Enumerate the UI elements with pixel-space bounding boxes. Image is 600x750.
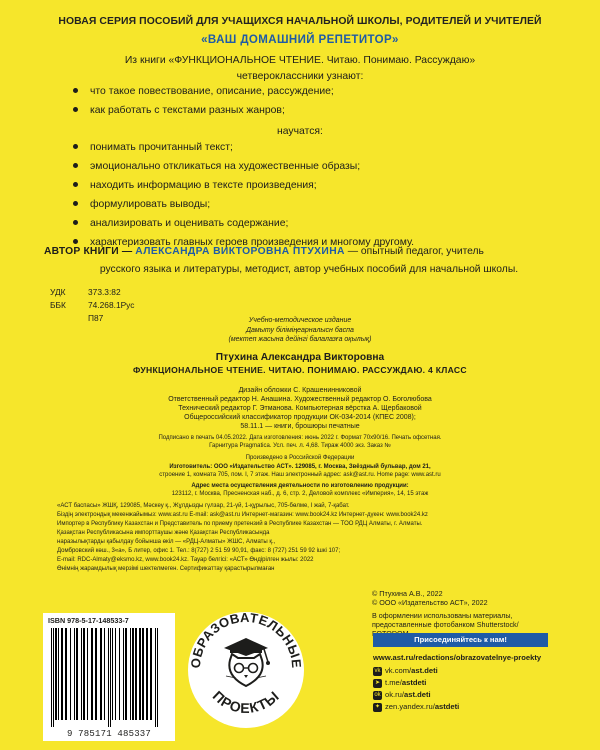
website-link[interactable]: www.ast.ru/redactions/obrazovatelnye-proekty: [373, 653, 542, 662]
bbk-label: ББК: [50, 300, 66, 310]
kz-line: наразылықтарды қабылдау бойынша өкіл — «РДЦ-Алматы» ЖШС, Алматы қ.,: [57, 539, 276, 545]
students-learn-to-heading: научатся:: [277, 126, 323, 137]
barcode-guard-bar: [155, 628, 156, 727]
kz-line: Біздің электрондық мекенжайымыз: www.ast.ru E-mail: ask@ast.ru Интернет-магазин: www.book24.kz Интернет-дүкен: www.book24.kz: [57, 512, 428, 518]
edition-kz-2: (мектеп жасына дейінгі балалазға оқылық): [228, 336, 372, 343]
list-item: анализировать и оценивать содержание;: [71, 217, 414, 236]
students-learn-heading: четвероклассники узнают:: [236, 71, 364, 82]
barcode-bar: [100, 628, 102, 720]
barcode-bar: [81, 628, 82, 720]
kz-line: Қазақстан Республикасына импорттаушы және Қазақстан Республикасында: [57, 530, 270, 536]
copyright-line: В оформлении использованы материалы,: [372, 611, 513, 620]
logo-text-top: ОБРАЗОВАТЕЛЬНЫЕ: [187, 609, 305, 669]
copyright-line: © ООО «Издательство АСТ», 2022: [372, 598, 488, 607]
author-bio-line2: русского языка и литературы, методист, автор учебных пособий для начальной школы.: [99, 264, 519, 275]
author-code: П87: [88, 313, 104, 323]
barcode-bar: [61, 628, 63, 720]
barcode-bar: [104, 628, 105, 720]
social-link-zen[interactable]: ✦ zen.yandex.ru/astdeti: [374, 702, 460, 711]
list-item: формулировать выводы;: [71, 198, 414, 217]
barcode-bar: [58, 628, 59, 720]
logo-text-bottom: ПРОЕКТЫ: [209, 687, 283, 716]
barcode-bar: [83, 628, 85, 720]
join-us-banner: Присоединяйтесь к нам!: [373, 633, 548, 647]
vk-icon: vk: [374, 667, 381, 674]
credit-line: Дизайн обложки С. Крашенинниковой: [238, 387, 362, 394]
author-name: АЛЕКСАНДРА ВИКТОРОВНА ПТУХИНА: [135, 246, 345, 257]
social-link-vk[interactable]: vk vk.com/ast.deti: [374, 666, 438, 675]
imprint-title: ФУНКЦИОНАЛЬНОЕ ЧТЕНИЕ. ЧИТАЮ. ПОНИМАЮ. РАССУЖДАЮ. 4 КЛАСС: [133, 365, 467, 375]
production-address: 123112, г. Москва, Пресненская наб., д. 6, стр. 2, Деловой комплекс «Империя», 14, 15 этаж: [171, 491, 429, 497]
barcode-bar: [130, 628, 131, 720]
barcode-bar: [123, 628, 124, 720]
list-item: что такое повествование, описание, рассуждение;: [71, 85, 334, 104]
barcode-digits: 9 785171 485337: [66, 729, 151, 739]
list-item: характеризовать главных героев произведения и многому другому.: [71, 236, 414, 255]
isbn-label: ISBN 978-5-17-148533-7: [48, 616, 129, 625]
learn-list: [71, 85, 334, 123]
print-info: Гарнитура Pragmatica. Усл. печ. л. 4,68. Тираж 4000 экз. Заказ №: [209, 443, 391, 449]
barcode-bar: [55, 628, 57, 720]
barcode-bar: [95, 628, 97, 720]
barcode-bar: [139, 628, 141, 720]
manufacturer: строение 1, комната 705, пом. I, 7 этаж. Наш электронный адрес: ask@ast.ru. Home page: www.ast.ru: [159, 472, 441, 478]
list-item: как работать с текстами разных жанров;: [71, 104, 334, 123]
skills-list: [71, 141, 414, 255]
credit-line: 58.11.1 — книги, брошюры печатные: [240, 423, 360, 430]
credit-line: Общероссийский классификатор продукции ОК-034-2014 (КПЕС 2008);: [184, 414, 416, 421]
print-info: Подписано в печать 04.05.2022. Дата изготовления: июнь 2022 г. Формат 70x90/16. Печать офсетная.: [158, 435, 442, 441]
barcode: [49, 628, 171, 727]
edition-type: Учебно-методическое издание: [248, 317, 352, 324]
barcode-bar: [119, 628, 120, 720]
zen-icon: ✦: [374, 703, 381, 710]
list-item: понимать прочитанный текст;: [71, 141, 414, 160]
series-line: НОВАЯ СЕРИЯ ПОСОБИЙ ДЛЯ УЧАЩИХСЯ НАЧАЛЬНОЙ ШКОЛЫ, РОДИТЕЛЕЙ И УЧИТЕЛЕЙ: [58, 16, 542, 27]
bbk-value: 74.268.1Рус: [88, 300, 135, 310]
edition-kz-1: Дамыту біліміңеарналысн баспа: [246, 327, 354, 334]
kz-line: E-mail: RDC-Almaty@eksmo.kz, www.book24.kz. Тауар белгісі: «АСТ» Өндірілген жылы: 2022: [57, 557, 314, 563]
barcode-bar: [125, 628, 127, 720]
copyright-line: © Птухина А.В., 2022: [372, 589, 443, 598]
barcode-guard-bar: [53, 628, 54, 727]
list-item: эмоционально откликаться на художественные образы;: [71, 160, 414, 179]
book-reference: Из книги «ФУНКЦИОНАЛЬНОЕ ЧТЕНИЕ. Читаю. Понимаю. Рассуждаю»: [124, 55, 476, 66]
author-block: [44, 244, 574, 278]
barcode-bar: [112, 628, 113, 720]
author-label: АВТОР КНИГИ —: [44, 246, 133, 257]
barcode-bar: [115, 628, 116, 720]
barcode-guard-bar: [110, 628, 111, 727]
barcode-bar: [87, 628, 88, 720]
barcode-bar: [70, 628, 71, 720]
made-in: Произведено в Российской Федерации: [245, 455, 355, 461]
barcode-guard-bar: [157, 628, 158, 727]
barcode-bar: [91, 628, 93, 720]
production-address: Адрес места осуществления деятельности по изготовлению продукции:: [191, 483, 409, 489]
barcode-bar: [150, 628, 152, 720]
barcode-guard-bar: [108, 628, 109, 727]
imprint-author: Птухина Александра Викторовна: [215, 352, 385, 363]
copyright-line: предоставленные фотобанком Shutterstock/: [372, 620, 519, 629]
kz-line: Өнімнің жарамдылық мерзімі шектелмеген. Сертификаттау қарастырылмаған: [57, 566, 275, 572]
udk-label: УДК: [50, 287, 66, 297]
social-link-odnoklassniki[interactable]: ok ok.ru/ast.deti: [374, 690, 431, 699]
barcode-bar: [135, 628, 137, 720]
telegram-icon: ➤: [374, 679, 381, 686]
barcode-bar: [74, 628, 75, 720]
kz-line: «АСТ баспасы» ЖШҚ, 129085, Мәскеу қ., Жұлдызды гүлзар, 21-үй, 1-құрылыс, 705-бөлме, I жай, 7-қабат.: [57, 503, 350, 509]
barcode-bar: [76, 628, 78, 720]
barcode-guard-bar: [51, 628, 52, 727]
author-bio-line1: — опытный педагог, учитель: [344, 246, 484, 257]
kz-line: Импортер в Республику Казахстан и Представитель по приему претензий в Республике Казахстан — ТОО РДЦ Алматы, г. Алматы.: [57, 521, 423, 527]
odnoklassniki-icon: ok: [374, 691, 381, 698]
series-name: «ВАШ ДОМАШНИЙ РЕПЕТИТОР»: [201, 34, 399, 46]
manufacturer: Изготовитель: ООО «Издательство АСТ». 129085, г. Москва, Звёздный бульвар, дом 21,: [169, 464, 431, 470]
barcode-bar: [142, 628, 144, 720]
credit-line: Ответственный редактор Н. Анашина. Художественный редактор О. Боголюбова: [168, 396, 432, 403]
udk-value: 373.3:82: [88, 287, 121, 297]
barcode-bar: [146, 628, 148, 720]
copyright-block: [372, 589, 519, 638]
credit-line: Технический редактор Г. Этманова. Компьютерная вёрстка А. Щербаковой: [178, 405, 422, 412]
publisher-logo: [186, 590, 306, 748]
kz-line: Домбровский көш., 3«а», Б литер, офис 1. Тел.: 8(727) 2 51 59 90,91, факс: 8 (727) 251 59 92 ішкі 107;: [57, 548, 341, 554]
barcode-bar: [132, 628, 134, 720]
list-item: находить информацию в тексте произведения;: [71, 179, 414, 198]
social-link-telegram[interactable]: ➤ t.me/astdeti: [374, 678, 427, 687]
barcode-bar: [65, 628, 67, 720]
